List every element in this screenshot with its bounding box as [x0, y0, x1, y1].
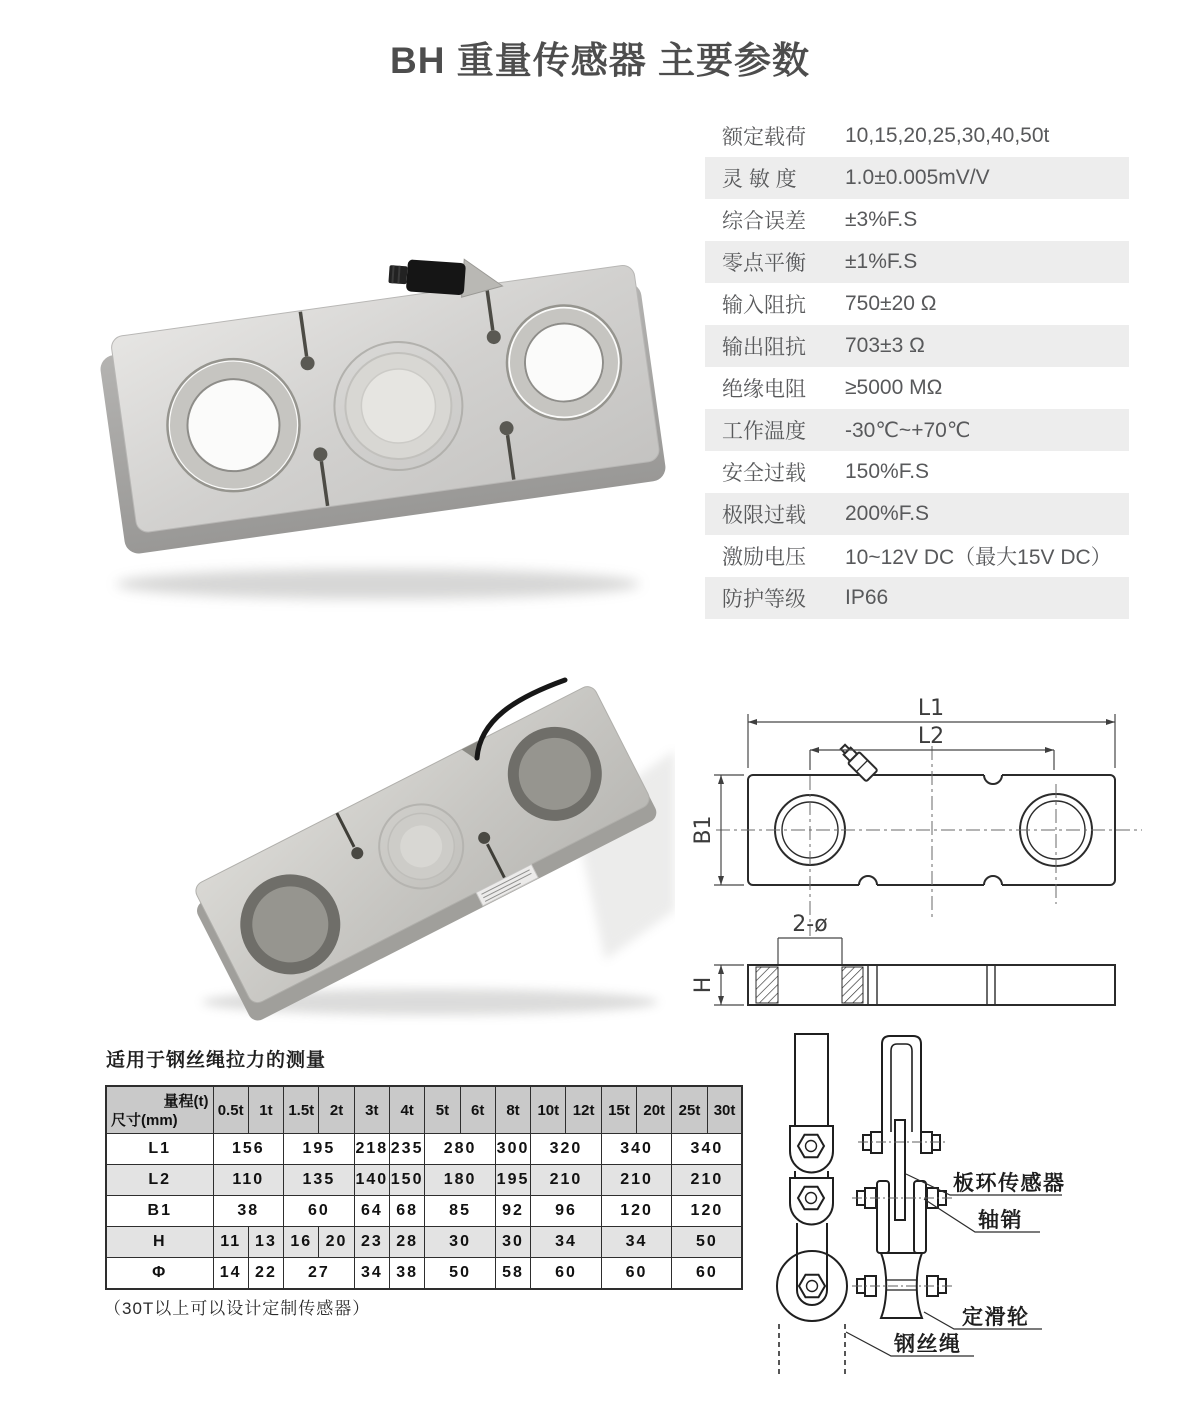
custom-sensor-note: （30T以上可以设计定制传感器）	[104, 1299, 371, 1318]
dimension-table	[105, 1085, 743, 1290]
dimension-drawing	[690, 690, 1170, 1020]
spec-value: IP66	[845, 586, 889, 609]
callout-wire-rope: 钢丝绳	[894, 1333, 962, 1356]
spec-value: 1.0±0.005mV/V	[845, 166, 990, 189]
spec-value: 200%F.S	[845, 502, 930, 525]
dim-cell: 11	[213, 1227, 248, 1258]
dim-corner-cell	[106, 1086, 213, 1134]
spec-value: ±1%F.S	[845, 250, 918, 273]
dim-corner-top: 量程(t)	[163, 1093, 209, 1110]
wire-rope-lines	[779, 1324, 845, 1378]
spec-label: 安全过载	[722, 462, 806, 485]
spec-row	[705, 199, 1129, 241]
dim-cell: 210	[601, 1165, 672, 1196]
dim-cell: 50	[672, 1227, 743, 1258]
spec-row	[705, 325, 1129, 367]
dimension-table-caption: 适用于钢丝绳拉力的测量	[106, 1050, 327, 1071]
spec-row	[705, 241, 1129, 283]
spec-row	[705, 577, 1129, 619]
dim-cell: 60	[601, 1258, 672, 1290]
dim-row-B1	[106, 1196, 742, 1227]
dim-row-phi	[106, 1258, 742, 1290]
spec-label: 工作温度	[722, 420, 806, 443]
dim-corner-bottom: 尺寸(mm)	[111, 1112, 178, 1129]
spec-value: -30℃~+70℃	[845, 418, 971, 442]
dim-cell: 13	[248, 1227, 283, 1258]
dim-cell: 300	[495, 1134, 530, 1165]
spec-value: 750±20 Ω	[845, 292, 937, 315]
dim-cell: 20	[319, 1227, 354, 1258]
dim-cell: 235	[389, 1134, 424, 1165]
dim-cell: 38	[213, 1196, 284, 1227]
dim-cell: 38	[389, 1258, 424, 1290]
spec-value: 150%F.S	[845, 460, 930, 483]
pulley-assembly-front	[777, 1034, 847, 1321]
product-photo-front	[78, 192, 694, 618]
dim-row-label: Φ	[106, 1258, 213, 1290]
dim-label-dia: 2-ø	[792, 912, 828, 937]
dim-col: 1t	[248, 1086, 283, 1134]
spec-row	[705, 535, 1129, 577]
load-cell-body	[90, 220, 667, 555]
dim-cell: 96	[531, 1196, 602, 1227]
dim-cell: 120	[601, 1196, 672, 1227]
dim-cell: 30	[425, 1227, 496, 1258]
application-diagram	[740, 1028, 1200, 1416]
dim-cell: 60	[531, 1258, 602, 1290]
pulley-assembly-side	[857, 1036, 946, 1318]
spec-row	[705, 115, 1129, 157]
dim-cell: 34	[531, 1227, 602, 1258]
dim-label-l1: L1	[917, 696, 945, 721]
photo-shadow	[116, 569, 640, 599]
dim-row-L1	[106, 1134, 742, 1165]
dim-cell: 120	[672, 1196, 743, 1227]
dim-row-L2	[106, 1165, 742, 1196]
dim-cell: 195	[495, 1165, 530, 1196]
spec-value: ≥5000 MΩ	[845, 376, 943, 399]
dim-cell: 210	[531, 1165, 602, 1196]
spec-label: 零点平衡	[722, 252, 806, 275]
dim-cell: 23	[354, 1227, 389, 1258]
dim-cell: 30	[495, 1227, 530, 1258]
dim-col: 2t	[319, 1086, 354, 1134]
side-view	[748, 965, 1115, 1005]
dim-col: 10t	[531, 1086, 566, 1134]
dim-col: 30t	[707, 1086, 742, 1134]
dim-row-label: H	[106, 1227, 213, 1258]
dim-cell: 218	[354, 1134, 389, 1165]
dim-col: 25t	[672, 1086, 707, 1134]
dim-row-label: L2	[106, 1165, 213, 1196]
dim-cell: 28	[389, 1227, 424, 1258]
dim-col: 15t	[601, 1086, 636, 1134]
dim-col: 3t	[354, 1086, 389, 1134]
dim-col: 6t	[460, 1086, 495, 1134]
spec-label: 绝缘电阻	[722, 378, 806, 401]
dim-col: 12t	[566, 1086, 601, 1134]
page-title: BH 重量传感器 主要参数	[390, 40, 810, 81]
dim-cell: 60	[672, 1258, 743, 1290]
dim-cell: 50	[425, 1258, 496, 1290]
spec-row	[705, 157, 1129, 199]
spec-label: 输入阻抗	[722, 294, 806, 317]
dim-cell: 22	[248, 1258, 283, 1290]
dim-label-h: H	[691, 976, 716, 994]
dim-cell: 210	[672, 1165, 743, 1196]
dim-cell: 64	[354, 1196, 389, 1227]
spec-value: 703±3 Ω	[845, 334, 925, 357]
product-photo-angled	[175, 670, 675, 1030]
dim-cell: 140	[354, 1165, 389, 1196]
spec-value: 10~12V DC（最大15V DC）	[845, 546, 1112, 569]
dim-cell: 60	[284, 1196, 355, 1227]
dim-cell: 150	[389, 1165, 424, 1196]
dim-col: 5t	[425, 1086, 460, 1134]
spec-value: ±3%F.S	[845, 208, 918, 231]
spec-table	[705, 115, 1129, 619]
dim-cell: 320	[531, 1134, 602, 1165]
dim-cell: 135	[284, 1165, 355, 1196]
dim-row-label: L1	[106, 1134, 213, 1165]
dim-col: 4t	[389, 1086, 424, 1134]
dim-cell: 156	[213, 1134, 284, 1165]
dim-cell: 58	[495, 1258, 530, 1290]
spec-label: 输出阻抗	[722, 336, 806, 359]
dim-cell: 68	[389, 1196, 424, 1227]
dim-cell: 280	[425, 1134, 496, 1165]
dim-header-row	[106, 1086, 742, 1134]
spec-row	[705, 367, 1129, 409]
callout-axle-pin: 轴销	[978, 1209, 1023, 1232]
dim-cell: 16	[284, 1227, 319, 1258]
spec-row	[705, 283, 1129, 325]
dim-cell: 92	[495, 1196, 530, 1227]
spec-row	[705, 493, 1129, 535]
dim-cell: 340	[672, 1134, 743, 1165]
spec-label: 额定载荷	[722, 126, 806, 149]
dim-cell: 27	[284, 1258, 355, 1290]
spec-label: 灵 敏 度	[722, 168, 797, 191]
dim-cell: 14	[213, 1258, 248, 1290]
dim-col: 20t	[637, 1086, 672, 1134]
dim-cell: 34	[354, 1258, 389, 1290]
callout-plate-ring-sensor: 板环传感器	[953, 1172, 1066, 1195]
dim-cell: 110	[213, 1165, 284, 1196]
dim-cell: 340	[601, 1134, 672, 1165]
spec-label: 激励电压	[722, 546, 806, 569]
spec-label: 极限过载	[722, 504, 806, 527]
dim-cell: 34	[601, 1227, 672, 1258]
spec-label: 防护等级	[722, 588, 806, 611]
dim-row-H	[106, 1227, 742, 1258]
callout-fixed-pulley: 定滑轮	[962, 1306, 1030, 1329]
dim-cell: 195	[284, 1134, 355, 1165]
dim-col: 0.5t	[213, 1086, 248, 1134]
dim-label-b1: B1	[691, 815, 716, 845]
dim-col: 1.5t	[284, 1086, 319, 1134]
spec-label: 综合误差	[722, 210, 806, 233]
dim-label-l2: L2	[917, 724, 945, 749]
dim-row-label: B1	[106, 1196, 213, 1227]
spec-value: 10,15,20,25,30,40,50t	[845, 124, 1050, 147]
dim-cell: 85	[425, 1196, 496, 1227]
plate-ring-sensor-part	[895, 1120, 905, 1220]
dim-cell: 180	[425, 1165, 496, 1196]
spec-row	[705, 451, 1129, 493]
spec-row	[705, 409, 1129, 451]
dim-col: 8t	[495, 1086, 530, 1134]
